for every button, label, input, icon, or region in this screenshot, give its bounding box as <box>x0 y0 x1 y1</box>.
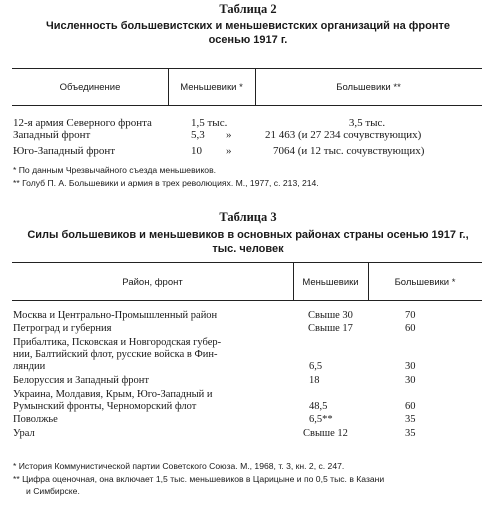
table2-note-2: ** Голуб П. А. Большевики и армия в трех революциях. М., 1977, с. 213, 214. <box>13 178 319 188</box>
table3-label: Таблица 3 <box>219 210 277 224</box>
table3-row5-line2: Румынский фронты, Черноморский флот <box>13 401 197 412</box>
table2-header-mensheviks: Меньшевики * <box>180 82 243 93</box>
table3-row2-mensheviks: Свыше 17 <box>308 323 353 334</box>
table3-note-2-cont: и Симбирске. <box>26 486 80 496</box>
table2-row3-bolsheviks: 7064 (и 12 тыс. сочувствующих) <box>273 145 425 157</box>
table3-row1-line1: Москва и Центрально-Промышленный район <box>13 310 218 321</box>
table3-row7-line1: Урал <box>13 428 35 439</box>
table3-row5-line1: Украина, Молдавия, Крым, Юго-Западный и <box>13 389 213 400</box>
table3-row7-bolsheviks: 35 <box>405 428 416 439</box>
table3-row5-mensheviks: 48,5 <box>309 401 328 412</box>
table3-row5-bolsheviks: 60 <box>405 401 416 412</box>
table3-top-rule <box>12 262 482 263</box>
table2-top-rule <box>12 68 482 69</box>
table2-header-region: Объединение <box>59 82 121 93</box>
table3-row4-bolsheviks: 30 <box>405 375 416 386</box>
table2-row3-ditto: » <box>226 145 232 157</box>
table3-header-mensheviks: Меньшевики <box>302 277 359 288</box>
table2-row2-bolsheviks: 21 463 (и 27 234 сочувствующих) <box>265 129 422 141</box>
table3-title-line1: Силы большевиков и меньшевиков в основных районах страны осенью 1917 г., <box>27 229 469 241</box>
table3-note-2: ** Цифра оценочная, она включает 1,5 тыс. меньшевиков в Царицыне и по 0,5 тыс. в Казани <box>13 474 385 484</box>
table3-row1-bolsheviks: 70 <box>405 310 416 321</box>
table3-row3-mensheviks: 6,5 <box>309 361 323 372</box>
table2-row2-name: Западный фронт <box>13 129 91 141</box>
table2-label: Таблица 2 <box>219 2 277 16</box>
table3-row3-line2: нии, Балтийский флот, русские войска в Фин- <box>13 349 218 360</box>
table3-note-1: * История Коммунистической партии Советского Союза. М., 1968, т. 3, кн. 2, с. 247. <box>13 461 345 471</box>
table3-row2-bolsheviks: 60 <box>405 323 416 334</box>
table3-header-rule <box>12 300 482 301</box>
table2-row1-bolsheviks: 3,5 тыс. <box>348 117 386 129</box>
table2-row3-name: Юго-Западный фронт <box>13 145 116 157</box>
table3-row1-mensheviks: Свыше 30 <box>308 310 353 321</box>
table2-note-1: * По данным Чрезвычайного съезда меньшевиков. <box>13 165 217 175</box>
table2-header-rule <box>12 105 482 106</box>
table2-row1-name: 12-я армия Северного фронта <box>13 117 152 129</box>
table3-row3-line3: ляндии <box>13 361 46 372</box>
table3-header-bolsheviks: Большевики * <box>394 277 456 288</box>
table3-row3-line1: Прибалтика, Псковская и Новгородская губер- <box>13 337 222 348</box>
table3-row4-mensheviks: 18 <box>309 375 320 386</box>
table2-row1-mensheviks: 1,5 тыс. <box>191 117 228 129</box>
table2-row2-ditto: » <box>226 129 232 141</box>
table2-row3-mensheviks: 10 <box>191 145 202 157</box>
table3-header-region: Район, фронт <box>122 277 183 288</box>
table3-row6-bolsheviks: 35 <box>405 414 416 425</box>
table3-row3-bolsheviks: 30 <box>405 361 416 372</box>
table2-header-bolsheviks: Большевики ** <box>336 82 401 93</box>
table3-row4-line1: Белоруссия и Западный фронт <box>13 375 150 386</box>
table3-row6-mensheviks: 6,5** <box>309 414 333 425</box>
table3-title-line2: тыс. человек <box>212 243 284 255</box>
table2-title-line1: Численность большевистских и меньшевистских организаций на фронте <box>45 20 451 32</box>
table3-row6-line1: Поволжье <box>13 414 58 425</box>
table3-row7-mensheviks: Свыше 12 <box>303 428 348 439</box>
table2-title-line2: осенью 1917 г. <box>208 34 288 46</box>
table2-row2-mensheviks: 5,3 <box>191 129 205 141</box>
table3-row2-line1: Петроград и губерния <box>13 323 112 334</box>
